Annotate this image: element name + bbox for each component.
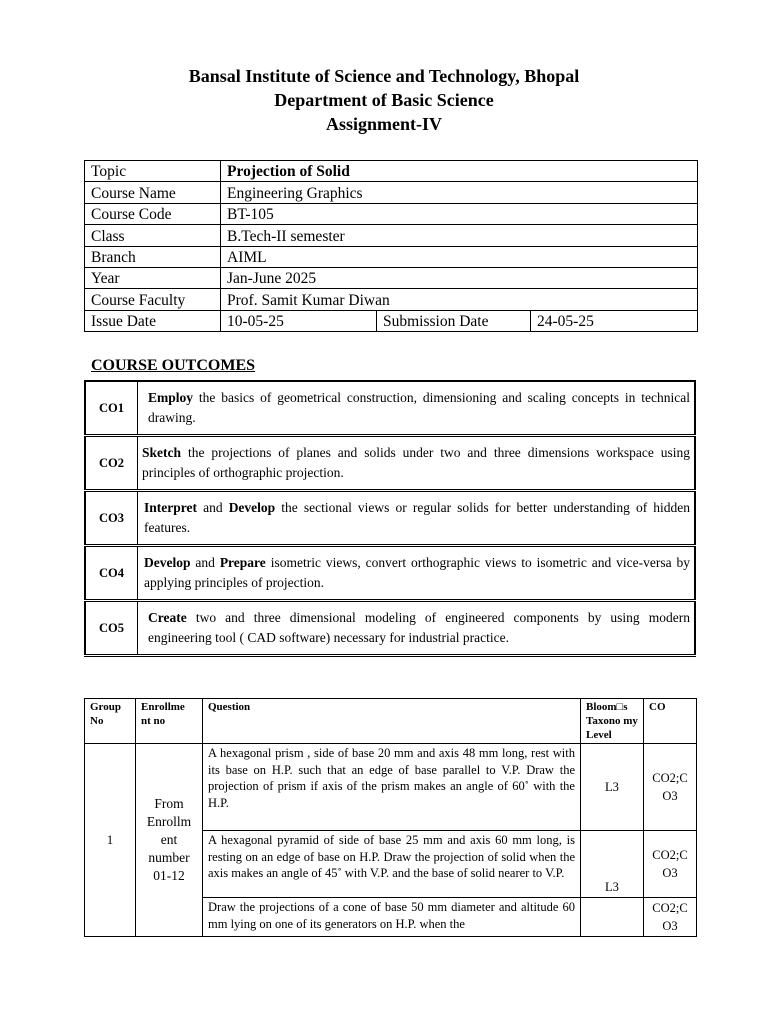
group-number: 1 xyxy=(85,744,136,937)
question-header: Question xyxy=(203,699,581,744)
questions-header-row xyxy=(85,699,697,744)
institute-name: Bansal Institute of Science and Technology, Bhopal xyxy=(188,66,580,86)
faculty-value: Prof. Samit Kumar Diwan xyxy=(221,289,698,310)
info-row-year xyxy=(85,267,698,288)
co-code: CO3 xyxy=(85,491,138,546)
blooms-level xyxy=(581,898,644,937)
co-row xyxy=(85,436,695,491)
branch-value: AIML xyxy=(221,246,698,267)
co-mapping: CO2;CO3 xyxy=(644,831,697,898)
info-row-course-name xyxy=(85,182,698,203)
document-header xyxy=(0,64,768,136)
co-text: the sectional views or regular solids for better understanding of hidden features. xyxy=(144,500,691,535)
co-description xyxy=(138,436,696,491)
info-row-topic xyxy=(85,161,698,182)
course-outcomes-title: COURSE OUTCOMES xyxy=(91,357,256,374)
co-verb: Create xyxy=(148,610,187,625)
topic-value: Projection of Solid xyxy=(221,161,698,182)
co-header: CO xyxy=(644,699,697,744)
co-text: two and three dimensional modeling of engineered components by using modern engineering tool ( CAD software) necessary for industrial practice. xyxy=(148,610,690,645)
department-name: Department of Basic Science xyxy=(274,90,494,110)
question-text: Draw the projections of a cone of base 50 mm diameter and altitude 60 mm lying on one of its generators on H.P. when the xyxy=(203,898,581,937)
questions-table xyxy=(84,698,697,937)
co-code: CO4 xyxy=(85,546,138,601)
co-code: CO2 xyxy=(85,436,138,491)
course-info-table xyxy=(84,160,698,332)
co-conjunction: and xyxy=(195,555,215,570)
course-outcomes-table xyxy=(84,380,696,657)
co-verb-second: Prepare xyxy=(219,555,266,570)
co-verb: Employ xyxy=(148,390,194,405)
co-text: the projections of planes and solids under two and three dimensions workspace using principles of orthographic projection. xyxy=(142,445,691,480)
co-mapping: CO2;CO3 xyxy=(644,898,697,937)
year-value: Jan-June 2025 xyxy=(221,267,698,288)
issue-date-label: Issue Date xyxy=(85,310,221,331)
faculty-label: Course Faculty xyxy=(85,289,221,310)
class-label: Class xyxy=(85,225,221,246)
co-description xyxy=(138,381,696,436)
assignment-title: Assignment-IV xyxy=(325,114,442,134)
course-name-label: Course Name xyxy=(85,182,221,203)
course-code-label: Course Code xyxy=(85,203,221,224)
topic-label: Topic xyxy=(85,161,221,182)
year-label: Year xyxy=(85,267,221,288)
co-verb: Develop xyxy=(144,555,191,570)
branch-label: Branch xyxy=(85,246,221,267)
submission-date-value: 24-05-25 xyxy=(531,310,698,331)
class-value: B.Tech-II semester xyxy=(221,225,698,246)
group-no-header: Group No xyxy=(85,699,136,744)
co-description xyxy=(138,491,696,546)
co-text: isometric views, convert orthographic views to isometric and vice-versa by applying principles of projection. xyxy=(144,555,691,590)
co-row xyxy=(85,601,695,656)
info-row-faculty xyxy=(85,289,698,310)
co-row xyxy=(85,491,695,546)
co-verb: Interpret xyxy=(144,500,197,515)
co-code: CO1 xyxy=(85,381,138,436)
co-verb-second: Develop xyxy=(228,500,276,515)
question-row xyxy=(85,744,697,831)
issue-date-value: 10-05-25 xyxy=(221,310,377,331)
question-text: A hexagonal prism , side of base 20 mm and axis 48 mm long, rest with its base on H.P. such that an edge of base parallel to V.P. Draw the projection of prism if axis of the prism makes an angle of 60˚ with the H.P. xyxy=(203,744,581,831)
co-row xyxy=(85,381,695,436)
info-row-dates xyxy=(85,310,698,331)
co-description xyxy=(138,601,696,656)
info-row-class xyxy=(85,225,698,246)
co-text: the basics of geometrical construction, dimensioning and scaling concepts in technical drawing. xyxy=(148,390,690,425)
co-description xyxy=(138,546,696,601)
submission-date-label: Submission Date xyxy=(377,310,531,331)
course-name-value: Engineering Graphics xyxy=(221,182,698,203)
enrollment-header: Enrollme nt no xyxy=(136,699,203,744)
info-row-course-code xyxy=(85,203,698,224)
blooms-level: L3 xyxy=(581,831,644,898)
blooms-level-header: Bloom□s Taxono my Level xyxy=(581,699,644,744)
blooms-level: L3 xyxy=(581,744,644,831)
question-text: A hexagonal pyramid of side of base 25 mm and axis 60 mm long, is resting on an edge of base on H.P. Draw the projection of solid when the axis makes an angle of 45˚ with V.P. and the base of solid nearer to V.P. xyxy=(203,831,581,898)
co-verb: Sketch xyxy=(142,445,182,460)
co-row xyxy=(85,546,695,601)
enrollment-range: From Enrollm ent number 01-12 xyxy=(136,744,203,937)
co-conjunction: and xyxy=(203,500,223,515)
info-row-branch xyxy=(85,246,698,267)
co-code: CO5 xyxy=(85,601,138,656)
co-mapping: CO2;CO3 xyxy=(644,744,697,831)
course-code-value: BT-105 xyxy=(221,203,698,224)
